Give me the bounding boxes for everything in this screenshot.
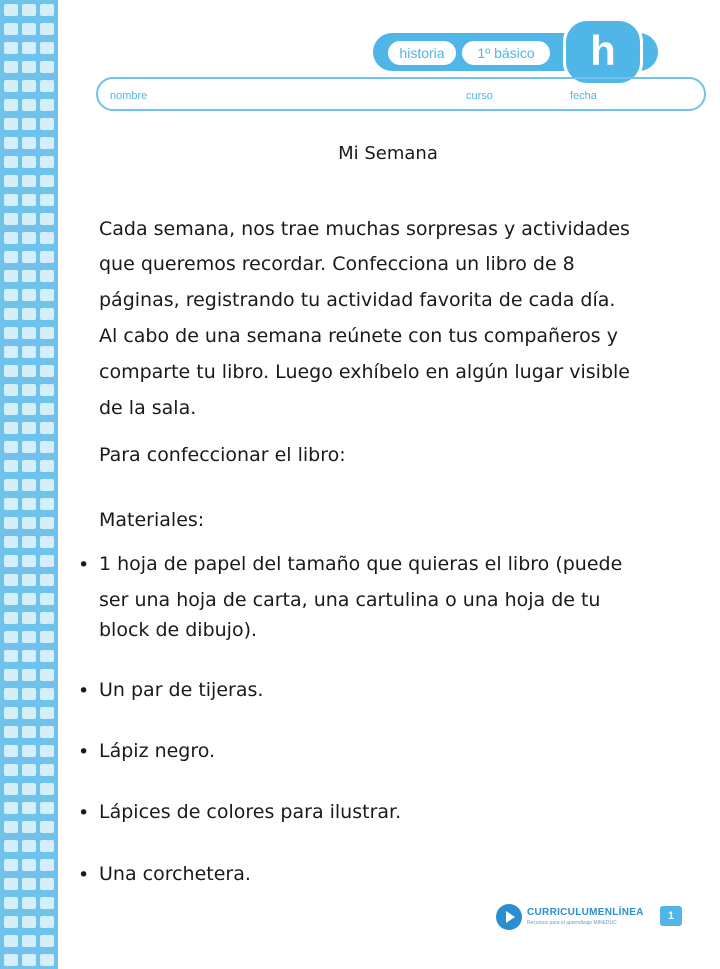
- spiral-hole: [4, 346, 18, 358]
- spiral-hole: [22, 688, 36, 700]
- spiral-hole: [4, 593, 18, 605]
- spiral-hole: [22, 327, 36, 339]
- spiral-hole: [22, 783, 36, 795]
- subject-tag: historia: [388, 41, 456, 65]
- instructions-heading: Para confeccionar el libro:: [99, 444, 346, 466]
- spiral-hole: [4, 23, 18, 35]
- name-field-label: nombre: [110, 90, 148, 102]
- spiral-hole: [4, 707, 18, 719]
- spiral-hole: [22, 764, 36, 776]
- spiral-hole: [40, 23, 54, 35]
- spiral-hole: [22, 669, 36, 681]
- spiral-hole: [40, 954, 54, 966]
- spiral-hole: [4, 840, 18, 852]
- spiral-hole: [40, 783, 54, 795]
- spiral-hole: [40, 289, 54, 301]
- spiral-hole: [22, 517, 36, 529]
- document-title: Mi Semana: [338, 143, 438, 164]
- spiral-hole: [22, 346, 36, 358]
- spiral-hole: [22, 479, 36, 491]
- spiral-hole: [40, 232, 54, 244]
- spiral-hole: [4, 517, 18, 529]
- spiral-hole: [4, 821, 18, 833]
- spiral-hole: [40, 194, 54, 206]
- spiral-hole: [22, 878, 36, 890]
- spiral-hole: [22, 631, 36, 643]
- spiral-hole: [40, 270, 54, 282]
- spiral-hole: [4, 175, 18, 187]
- spiral-hole: [22, 726, 36, 738]
- bullet-icon: •: [78, 741, 90, 763]
- spiral-hole: [22, 612, 36, 624]
- spiral-hole: [4, 365, 18, 377]
- spiral-hole: [22, 251, 36, 263]
- spiral-hole: [4, 99, 18, 111]
- spiral-hole: [22, 365, 36, 377]
- spiral-hole: [22, 61, 36, 73]
- grade-tag: 1º básico: [462, 41, 550, 65]
- spiral-hole: [4, 897, 18, 909]
- spiral-hole: [4, 555, 18, 567]
- spiral-hole: [40, 745, 54, 757]
- spiral-hole: [40, 80, 54, 92]
- spiral-hole: [40, 593, 54, 605]
- spiral-hole: [4, 422, 18, 434]
- spiral-hole: [4, 327, 18, 339]
- spiral-hole: [40, 479, 54, 491]
- bullet-icon: •: [78, 680, 90, 702]
- spiral-hole: [40, 878, 54, 890]
- intro-line: de la sala.: [99, 397, 197, 419]
- spiral-hole: [40, 859, 54, 871]
- play-arrow-icon: [496, 904, 522, 930]
- spiral-hole: [40, 802, 54, 814]
- spiral-hole: [22, 536, 36, 548]
- spiral-hole: [22, 897, 36, 909]
- spiral-hole: [40, 498, 54, 510]
- spiral-hole: [22, 118, 36, 130]
- spiral-hole: [4, 631, 18, 643]
- spiral-hole: [40, 403, 54, 415]
- spiral-hole: [4, 441, 18, 453]
- spiral-hole: [22, 289, 36, 301]
- material-line: Lápices de colores para ilustrar.: [99, 801, 402, 823]
- spiral-hole: [40, 707, 54, 719]
- spiral-hole: [40, 42, 54, 54]
- spiral-hole: [22, 232, 36, 244]
- spiral-hole: [4, 251, 18, 263]
- spiral-hole: [22, 308, 36, 320]
- spiral-hole: [4, 859, 18, 871]
- spiral-hole: [40, 574, 54, 586]
- spiral-hole: [40, 935, 54, 947]
- spiral-hole: [22, 441, 36, 453]
- spiral-hole: [4, 61, 18, 73]
- spiral-hole: [4, 783, 18, 795]
- spiral-hole: [4, 270, 18, 282]
- student-info-form: [96, 77, 706, 111]
- spiral-hole: [40, 308, 54, 320]
- spiral-hole: [22, 935, 36, 947]
- spiral-hole: [22, 213, 36, 225]
- spiral-hole: [4, 498, 18, 510]
- spiral-hole: [40, 213, 54, 225]
- spiral-hole: [4, 80, 18, 92]
- spiral-hole: [22, 821, 36, 833]
- spiral-hole: [4, 669, 18, 681]
- spiral-hole: [22, 175, 36, 187]
- spiral-hole: [4, 878, 18, 890]
- spiral-hole: [40, 327, 54, 339]
- spiral-hole: [4, 460, 18, 472]
- intro-line: comparte tu libro. Luego exhíbelo en algún lugar visible: [99, 361, 630, 383]
- spiral-hole: [22, 707, 36, 719]
- spiral-hole: [40, 118, 54, 130]
- spiral-hole: [40, 916, 54, 928]
- materials-heading: Materiales:: [99, 509, 205, 531]
- spiral-hole: [4, 194, 18, 206]
- spiral-hole: [40, 346, 54, 358]
- spiral-hole: [4, 954, 18, 966]
- spiral-hole: [22, 954, 36, 966]
- spiral-hole: [4, 726, 18, 738]
- spiral-hole: [40, 517, 54, 529]
- spiral-hole: [4, 688, 18, 700]
- spiral-hole: [40, 650, 54, 662]
- spiral-hole: [22, 99, 36, 111]
- spiral-hole: [22, 574, 36, 586]
- spiral-hole: [40, 726, 54, 738]
- spiral-hole: [22, 840, 36, 852]
- spiral-hole: [40, 555, 54, 567]
- spiral-hole: [4, 232, 18, 244]
- spiral-hole: [40, 821, 54, 833]
- material-line: Lápiz negro.: [99, 740, 216, 762]
- spiral-hole: [4, 764, 18, 776]
- spiral-hole: [22, 916, 36, 928]
- spiral-hole: [22, 859, 36, 871]
- date-field-label: fecha: [570, 90, 597, 102]
- spiral-hole: [4, 213, 18, 225]
- spiral-hole: [40, 365, 54, 377]
- spiral-hole: [40, 384, 54, 396]
- spiral-hole: [40, 688, 54, 700]
- spiral-hole: [22, 403, 36, 415]
- spiral-hole: [22, 4, 36, 16]
- spiral-hole: [40, 764, 54, 776]
- spiral-hole: [4, 479, 18, 491]
- spiral-hole: [22, 42, 36, 54]
- spiral-hole: [22, 23, 36, 35]
- spiral-hole: [22, 194, 36, 206]
- intro-line: Al cabo de una semana reúnete con tus compañeros y: [99, 325, 618, 347]
- spiral-hole: [22, 593, 36, 605]
- bullet-icon: •: [78, 554, 90, 576]
- spiral-hole: [40, 175, 54, 187]
- spiral-hole: [4, 4, 18, 16]
- spiral-hole: [22, 745, 36, 757]
- subject-logo: h: [563, 18, 643, 86]
- spiral-hole: [40, 99, 54, 111]
- spiral-hole: [4, 916, 18, 928]
- material-line: Un par de tijeras.: [99, 679, 264, 701]
- spiral-hole: [4, 308, 18, 320]
- material-line: 1 hoja de papel del tamaño que quieras el libro (puede: [99, 553, 623, 575]
- spiral-hole: [4, 612, 18, 624]
- spiral-hole: [40, 460, 54, 472]
- spiral-hole: [22, 422, 36, 434]
- material-line: ser una hoja de carta, una cartulina o una hoja de tu: [99, 589, 601, 611]
- spiral-hole: [22, 384, 36, 396]
- material-line: block de dibujo).: [99, 619, 258, 641]
- intro-line: páginas, registrando tu actividad favorita de cada día.: [99, 289, 616, 311]
- footer-brand: CURRICULUMENLÍNEA: [527, 907, 644, 918]
- spiral-hole: [40, 441, 54, 453]
- spiral-hole: [4, 650, 18, 662]
- spiral-hole: [22, 650, 36, 662]
- spiral-hole: [40, 4, 54, 16]
- spiral-hole: [4, 574, 18, 586]
- intro-line: Cada semana, nos trae muchas sorpresas y actividades: [99, 218, 630, 240]
- bullet-icon: •: [78, 802, 90, 824]
- spiral-hole: [22, 498, 36, 510]
- spiral-hole: [4, 745, 18, 757]
- spiral-hole: [40, 897, 54, 909]
- spiral-hole: [40, 422, 54, 434]
- spiral-hole: [22, 460, 36, 472]
- spiral-hole: [22, 802, 36, 814]
- spiral-hole: [4, 289, 18, 301]
- bullet-icon: •: [78, 864, 90, 886]
- spiral-hole: [4, 935, 18, 947]
- spiral-hole: [4, 403, 18, 415]
- spiral-hole: [40, 251, 54, 263]
- spiral-hole: [40, 669, 54, 681]
- spiral-hole: [40, 536, 54, 548]
- spiral-hole: [40, 61, 54, 73]
- footer-tagline: Recursos para el aprendizaje MINEDUC: [527, 920, 617, 926]
- spiral-hole: [4, 118, 18, 130]
- spiral-hole: [4, 802, 18, 814]
- course-field-label: curso: [466, 90, 493, 102]
- spiral-hole: [40, 612, 54, 624]
- spiral-hole: [22, 270, 36, 282]
- spiral-hole: [4, 536, 18, 548]
- spiral-hole: [4, 384, 18, 396]
- spiral-hole: [40, 631, 54, 643]
- intro-line: que queremos recordar. Confecciona un libro de 8: [99, 253, 575, 275]
- page-number: 1: [660, 906, 682, 926]
- spiral-hole: [22, 80, 36, 92]
- spiral-hole: [40, 840, 54, 852]
- spiral-hole: [22, 555, 36, 567]
- spiral-hole: [4, 42, 18, 54]
- material-line: Una corchetera.: [99, 863, 251, 885]
